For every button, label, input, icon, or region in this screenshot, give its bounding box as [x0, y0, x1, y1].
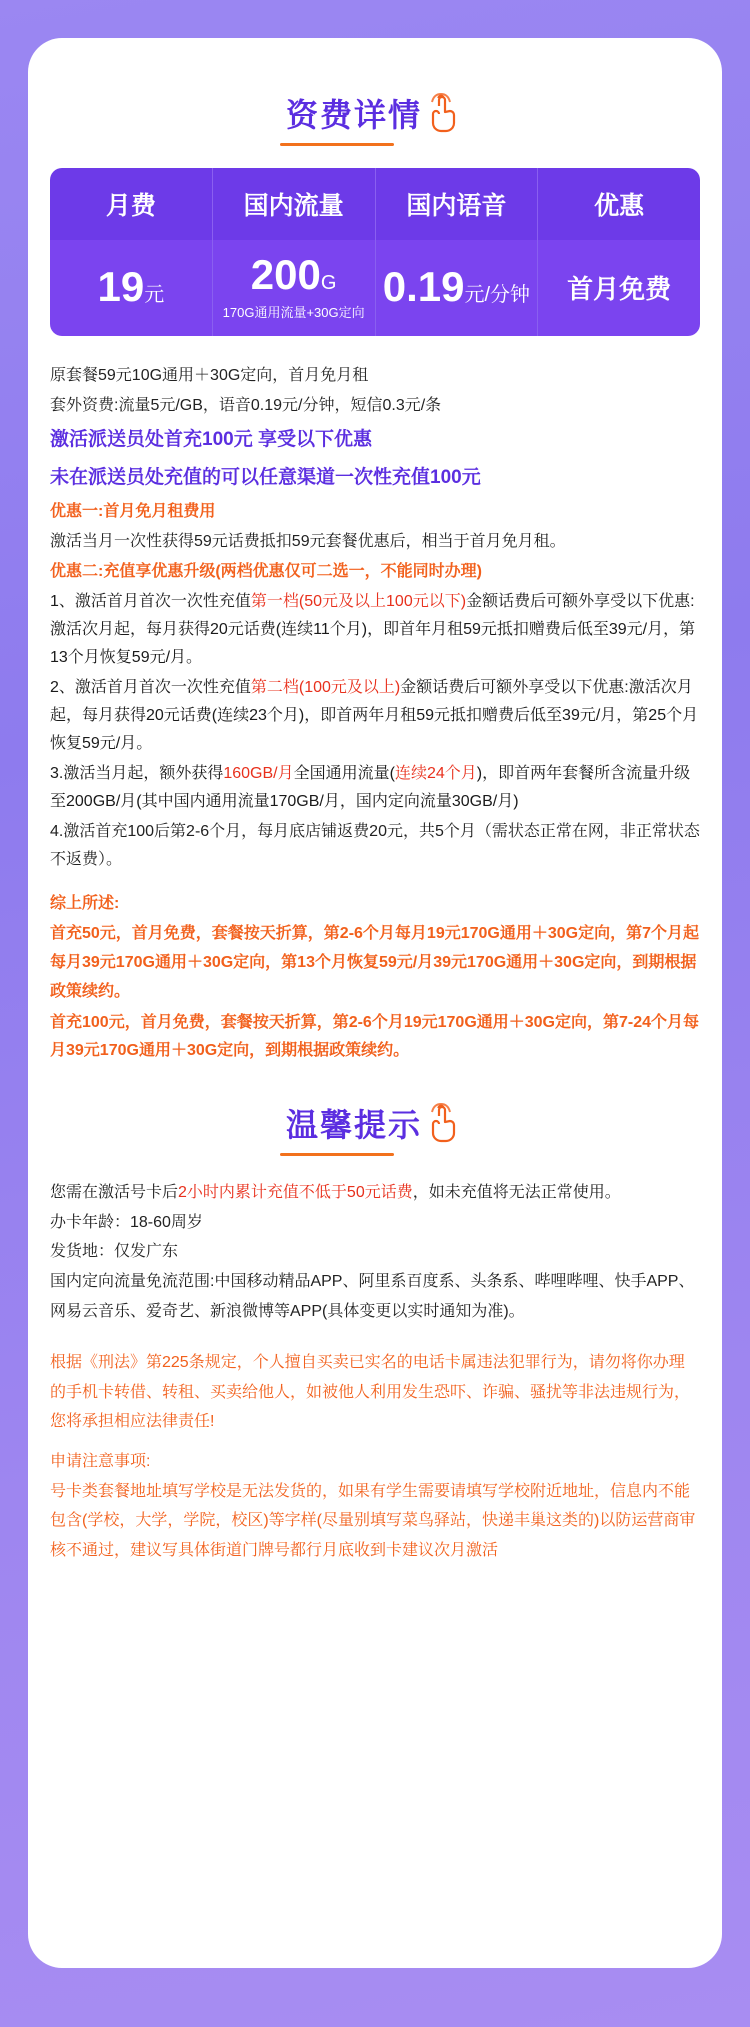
tip-activation-requirement: 2小时内累计充值不低于50元话费	[178, 1184, 413, 1202]
legal-address-notes: 号卡类套餐地址填写学校是无法发货的，如果有学生需要请填写学校附近地址，信息内不能包含(学校，大学，学院，校区)等字样(尽量别填写菜鸟驿站，快递丰巢这类的)以防运营商审核不通过，建议写具体街道门牌号都行月底收到卡建议次月激活	[50, 1482, 696, 1559]
section-title-pricing	[28, 90, 722, 142]
tip-age: 办卡年龄：18-60周岁	[50, 1213, 203, 1231]
table-header-cell: 国内语音	[376, 168, 539, 240]
table-cell-data	[213, 240, 376, 336]
data-unit: G	[320, 271, 337, 294]
content-card	[28, 38, 722, 1968]
summary-block	[50, 890, 700, 1066]
table-value-row	[50, 240, 700, 336]
legal-notes-title: 申请注意事项:	[50, 1452, 151, 1470]
detail-highlight-channel: 未在派送员处充值的可以任意渠道一次性充值100元	[50, 467, 481, 489]
section-title-tips	[28, 1100, 722, 1152]
table-cell-monthly-fee	[50, 240, 213, 336]
offer-item-2	[50, 674, 700, 758]
offer-one-title: 优惠一:首月免月租费用	[50, 503, 216, 521]
offer-item-1-suffix: 金额话费后可额外享受以下优惠:激活次月起，每月获得20元话费(连续11个月)，即首年月租59元抵扣赠费后低至39元/月，第13个月恢复59元/月。	[50, 593, 696, 667]
detail-highlight-topup: 激活派送员处首充100元 享受以下优惠	[50, 429, 372, 450]
offer-item-2-prefix: 2、激活首月首次一次性充值	[50, 679, 251, 697]
tip-activation	[50, 1178, 700, 1208]
data-breakdown: 170G通用流量+30G定向	[222, 304, 365, 320]
offer-one-body: 激活当月一次性获得59元话费抵扣59元套餐优惠后，相当于首月免月租。	[50, 533, 566, 551]
tip-activation-suffix: ，如未充值将无法正常使用。	[412, 1184, 621, 1202]
table-header-cell: 优惠	[594, 192, 645, 220]
tips-block	[50, 1178, 700, 1326]
offer-item-2-suffix: 金额话费后可额外享受以下优惠:激活次月起，每月获得20元话费(连续23个月)，即首两年月租59元抵扣赠费后低至39元/月，第25个月恢复59元/月。	[50, 679, 699, 753]
pointing-hand-icon	[424, 1102, 464, 1151]
offer-item-3	[50, 760, 700, 816]
table-header-row	[50, 168, 700, 240]
voice-unit: 元/分钟	[464, 284, 531, 306]
offer-two-title: 优惠二:充值享优惠升级(两档优惠仅可二选一，不能同时办理)	[50, 563, 482, 581]
voice-value: 0.19	[382, 263, 465, 310]
legal-spacer	[50, 1437, 700, 1447]
table-cell-promo	[538, 240, 700, 336]
tip-activation-prefix: 您需在激活号卡后	[50, 1184, 179, 1202]
tip-free-traffic-apps: 国内定向流量免流范围:中国移动精品APP、阿里系百度系、头条系、哔哩哔哩、快手APP、网易云音乐、爱奇艺、新浪微博等APP(具体变更以实时通知为准)。	[50, 1272, 695, 1320]
offer-item-2-tier: 第二档(100元及以上)	[250, 679, 401, 697]
offer-item-3-mid: 全国通用流量(	[293, 765, 395, 783]
offer-item-3-bonus: 160GB/月	[223, 765, 294, 783]
summary-title: 综上所述:	[50, 895, 120, 913]
detail-line-original-plan: 原套餐59元10G通用＋30G定向，首月免月租	[50, 367, 369, 384]
table-header-cell: 月费	[50, 168, 213, 240]
table-header-cell: 国内流量	[213, 168, 376, 240]
legal-criminal-law: 根据《刑法》第225条规定，个人擅自买卖已实名的电话卡属违法犯罪行为，请勿将你办理的手机卡转借、转租、买卖给他人，如被他人利用发生恐吓、诈骗、骚扰等非法违规行为，您将承担相应法律责任!	[50, 1354, 691, 1431]
promo-value: 首月免费	[567, 273, 672, 304]
offer-item-3-duration: 连续24个月	[394, 765, 477, 783]
pointing-hand-icon	[424, 92, 464, 141]
table-cell-voice	[376, 240, 539, 336]
summary-line-100: 首充100元，首月免费，套餐按天折算，第2-6个月19元170G通用＋30G定向，第7-24个月每月39元170G通用＋30G定向，到期根据政策续约。	[50, 1013, 700, 1060]
pricing-table	[50, 168, 700, 336]
offer-item-1-tier: 第一档(50元及以上100元以下)	[250, 593, 467, 611]
plan-details	[50, 362, 700, 1066]
monthly-fee-value: 19	[97, 263, 145, 310]
offer-item-1-prefix: 1、激活首月首次一次性充值	[50, 593, 251, 611]
offer-item-3-suffix: )，即首两年套餐所含流量升级至200GB/月(其中国内通用流量170GB/月，国内定向流量30GB/月)	[50, 765, 691, 811]
tip-shipping: 发货地：仅发广东	[50, 1243, 179, 1261]
data-value: 200	[250, 250, 321, 298]
detail-line-out-of-plan: 套外资费:流量5元/GB，语音0.19元/分钟，短信0.3元/条	[50, 397, 442, 414]
offer-item-1	[50, 588, 700, 672]
offer-item-4: 4.激活首充100后第2-6个月，每月底店铺返费20元，共5个月（需状态正常在网，非正常状态不返费）。	[50, 823, 700, 869]
monthly-fee-unit: 元	[144, 284, 165, 306]
legal-block	[50, 1348, 700, 1565]
page-title: 资费详情	[286, 90, 422, 142]
tips-title: 温馨提示	[286, 1100, 422, 1152]
summary-line-50: 首充50元，首月免费，套餐按天折算，第2-6个月每月19元170G通用＋30G定向，第7个月起每月39元170G通用＋30G定向，第13个月恢复59元/月39元170G通用＋30G定向，到期根据政策续约。	[50, 925, 700, 1000]
offer-item-3-prefix: 3.激活当月起，额外获得	[50, 765, 224, 783]
